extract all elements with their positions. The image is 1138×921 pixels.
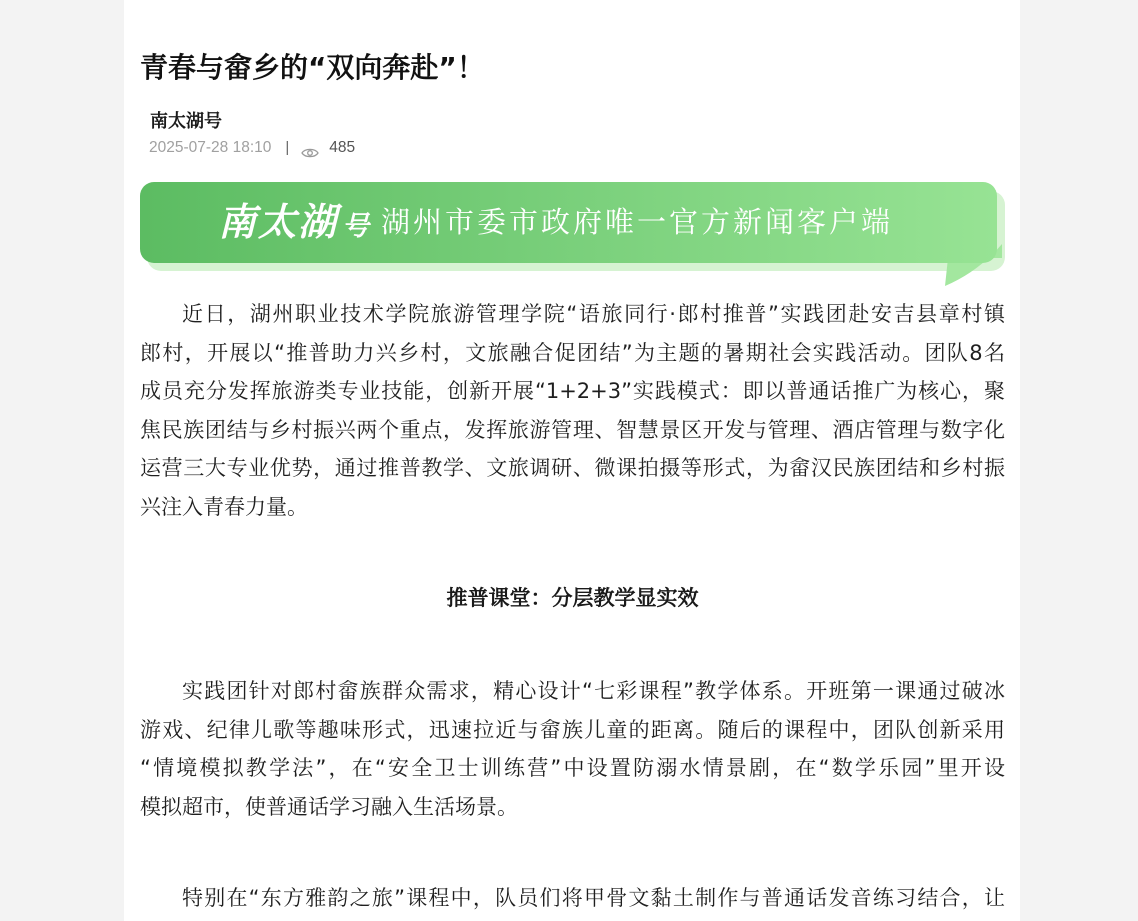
view-count: 485 [329,139,356,156]
eye-icon [301,142,319,154]
article-page [124,0,1020,921]
article-paragraph [140,295,1005,526]
article-paragraph [140,879,1005,918]
paragraph-line: 近日，湖州职业技术学院旅游管理学院“语旅同行·郎村推普”实践团赴安吉县章村镇 [182,302,1005,326]
banner-logo-text: 南太湖 [218,199,339,244]
paragraph-line: 特别在“东方雅韵之旅”课程中，队员们将甲骨文黏土制作与普通话发音练习结合，让 [182,886,1005,910]
paragraph-line: 游戏、纪律儿歌等趣味形式，迅速拉近与畲族儿童的距离。随后的课程中，团队创新采用 [140,717,1005,742]
paragraph-line: “情境模拟教学法”，在“安全卫士训练营”中设置防溺水情景剧，在“数学乐园”里开设 [140,756,1005,780]
paragraph-line: 模拟超市，使普通话学习融入生活场景。 [140,794,518,819]
paragraph-line: 成员充分发挥旅游类专业技能，创新开展“1+2+3”实践模式：即以普通话推广为核心，聚 [140,379,1005,403]
meta-separator: | [285,139,290,156]
section-heading: 推普课堂：分层教学显实效 [446,586,699,610]
banner-slogan: 湖州市委市政府唯一官方新闻客户端 [381,205,894,239]
publish-time: 2025-07-28 18:10 [149,139,272,156]
paragraph-line: 运营三大专业优势，通过推普教学、文旅调研、微课拍摄等形式，为畲汉民族团结和乡村振 [140,456,1005,480]
paragraph-line: 焦民族团结与乡村振兴两个重点，发挥旅游管理、智慧景区开发与管理、酒店管理与数字化 [140,417,1005,442]
paragraph-line: 实践团针对郎村畲族群众需求，精心设计“七彩课程”教学体系。开班第一课通过破冰 [182,679,1005,703]
article-body [140,0,1005,921]
banner-logo [218,196,369,248]
author-name: 南太湖号 [150,111,222,132]
article-paragraph [140,672,1005,826]
article-meta [149,135,355,161]
paragraph-line: 兴注入青春力量。 [140,494,308,519]
brand-banner [140,182,1005,288]
paragraph-line: 郎村，开展以“推普助力兴乡村，文旅融合促团结”为主题的暑期社会实践活动。团队8名 [140,340,1005,365]
banner-logo-suffix: 号 [342,211,370,242]
article-title: 青春与畲乡的“双向奔赴”！ [140,51,485,84]
